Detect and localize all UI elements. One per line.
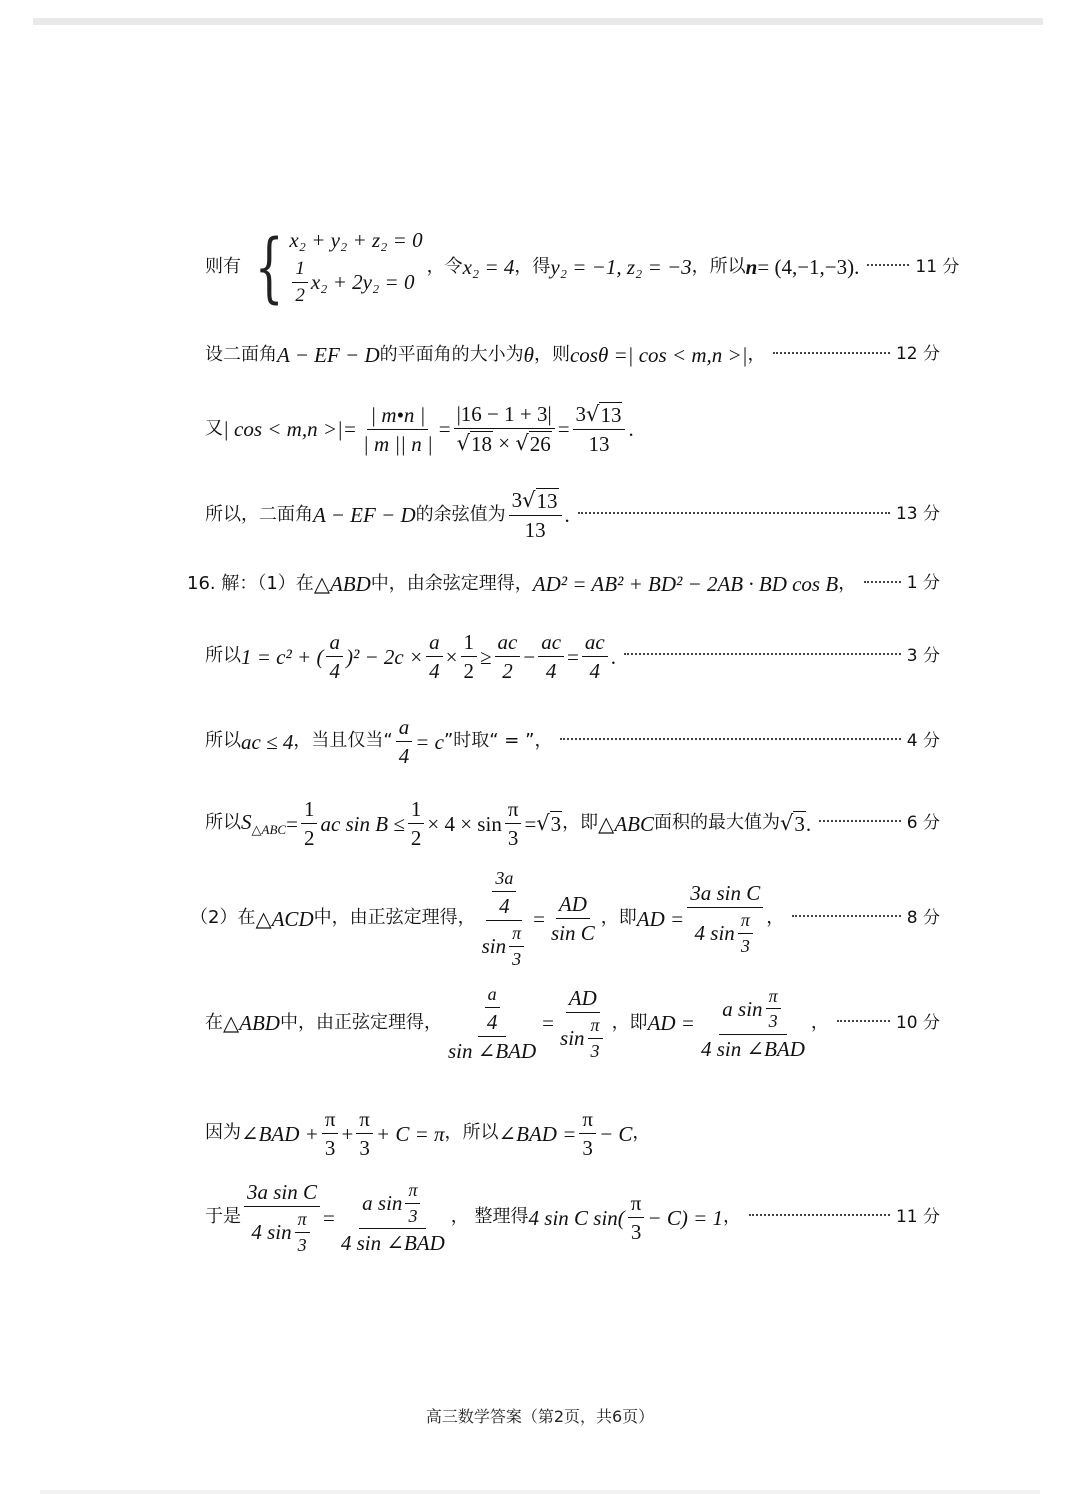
score-label: 12 分 <box>895 344 940 365</box>
text: 面积的最大值为 <box>653 812 780 834</box>
text: 又 <box>205 417 223 439</box>
text: ，所以 <box>444 1122 499 1144</box>
text: ，所以 <box>691 256 746 278</box>
answer-line-10: 在 △ABD 中，由正弦定理得， $\frac{\frac{a}{4}}{\text{sin ∠BAD}}$ = AD sin $\frac{\pi}{3}$ ，即 AD = a sin $\frac{\pi}{3}$ 4 sin ∠BAD ， 10 分 <box>205 984 940 1063</box>
text: ，即 <box>600 907 637 929</box>
answer-line-6: 所以 $S_{\triangle ABC}$ = $\frac{1}{2}$ ac sin B ≤ $\frac{1}{2}$ × 4 × sin $\frac{\pi}{3}$ = √ 3 ，即 △ABC 面积的最大值为 √ 3 . 6 分 <box>205 797 940 851</box>
leader-dots <box>819 820 901 822</box>
leader-dots <box>792 915 901 917</box>
system-row-1: x₂ + y₂ + z₂ = 0 <box>289 228 423 252</box>
fraction: 3a sin C 4 sin $\frac{\pi}{3}$ <box>244 1180 320 1256</box>
math: θ <box>523 343 534 367</box>
math: x₂ = 4 <box>462 255 515 280</box>
text: 所以 <box>205 730 241 752</box>
text: 中，由正弦定理得， <box>279 1012 442 1034</box>
text: ， <box>747 343 766 365</box>
vector-n: n <box>745 255 758 280</box>
text: 所以 <box>205 812 241 834</box>
score-label: 11 分 <box>895 1206 940 1227</box>
math: | cos < m,n >|= <box>223 417 357 442</box>
math: A − EF − D <box>277 343 380 367</box>
answer-line-11 <box>205 222 960 312</box>
score-label: 10 分 <box>895 1012 940 1033</box>
text: 设二面角 <box>205 343 277 365</box>
fraction: $\frac{ac}{4}$ <box>538 630 564 683</box>
text: 所以，二面角 <box>205 503 313 525</box>
score-label: 6 分 <box>906 812 940 833</box>
fraction: $\frac{AD}{\text{sin C}}$ <box>551 891 595 946</box>
answer-line-13: 所以，二面角 A − EF − D 的余弦值为 3 √ 13 13 . 13 分 <box>205 488 940 543</box>
system-row-2: $\frac{1}{2}$ x₂ + 2y₂ = 0 <box>289 258 422 307</box>
fraction: 3 √ 13 13 <box>573 402 626 456</box>
fraction: $\frac{\pi}{3}$ <box>579 1107 596 1160</box>
fraction: $\frac{ac}{4}$ <box>582 630 608 683</box>
text: ，即 <box>611 1012 648 1034</box>
text: 的平面角的大小为 <box>379 343 524 365</box>
math: AD² = AB² + BD² − 2AB · BD cos B <box>532 572 839 596</box>
answer-line-cos-value: 又 | cos < m,n >|= $\frac{| m•n |}{| m || n |}$ = |16 − 1 + 3| √ 18 × √ 26 = 3 √ 13 13 . <box>205 402 634 457</box>
text: 的余弦值为 <box>415 503 506 525</box>
text: 则有 <box>205 256 241 278</box>
fraction: $\frac{| m•n |}{| m || n |}$ <box>362 402 433 456</box>
leader-dots <box>867 264 909 266</box>
math: y₂ = −1, z₂ = −3 <box>550 255 692 280</box>
fraction: $\frac{a}{4}$ <box>396 715 413 768</box>
fraction: $\frac{1}{2}$ <box>408 797 425 850</box>
text: ，则 <box>533 343 570 365</box>
fraction: $\frac{1}{2}$ <box>301 797 318 850</box>
leader-dots <box>864 581 901 583</box>
text: ，当且仅当“ <box>293 730 393 752</box>
fraction: a sin $\frac{\pi}{3}$ 4 sin ∠BAD <box>700 985 805 1062</box>
math: ac ≤ 4 <box>241 729 294 754</box>
math: cosθ =| cos < m,n >| <box>569 343 748 367</box>
left-brace: { <box>254 222 284 312</box>
fraction: |16 − 1 + 3| √ 18 × √ 26 <box>454 402 555 456</box>
equation-system <box>245 222 423 312</box>
fraction: $\frac{\pi}{3}$ <box>356 1107 373 1160</box>
page-footer: 高三数学答案（第2页，共6页） <box>425 1407 655 1426</box>
leader-dots <box>578 512 890 514</box>
answer-line-11b: 于是 3a sin C 4 sin $\frac{\pi}{3}$ = a sin $\frac{\pi}{3}$ 4 sin ∠BAD ， 整理得 4 sin C sin( $\frac{\pi}{3}$ − C) = 1 ， 11 分 <box>205 1180 940 1256</box>
answer-line-16-1 <box>187 572 940 596</box>
leader-dots <box>560 738 900 740</box>
score-label: 13 分 <box>895 504 940 525</box>
text: 因为 <box>205 1122 241 1144</box>
fraction: AD sin $\frac{\pi}{3}$ <box>557 986 609 1062</box>
text: ， <box>838 572 857 594</box>
score-label: 4 分 <box>906 730 940 751</box>
text: 所以 <box>205 645 241 667</box>
fraction: $\frac{a}{4}$ <box>326 630 343 683</box>
bottom-scan-border <box>40 1490 1040 1494</box>
text: 中，由正弦定理得， <box>313 907 476 929</box>
text: ，得 <box>514 256 551 278</box>
text: 中，由余弦定理得， <box>370 572 533 594</box>
text: ”时取“ = ”， <box>443 730 553 752</box>
text: 于是 <box>205 1206 241 1228</box>
score-label: 11 分 <box>915 256 960 277</box>
fraction: $\frac{ac}{2}$ <box>495 630 521 683</box>
answer-line-angle-sum: 因为 ∠BAD + $\frac{\pi}{3}$ + $\frac{\pi}{3}$ + C = π ，所以 ∠BAD = $\frac{\pi}{3}$ − C ， <box>205 1107 651 1161</box>
leader-dots <box>773 352 889 354</box>
score-label: 3 分 <box>906 645 940 666</box>
answer-line-12 <box>205 343 940 367</box>
answer-line-3: 所以 1 = c² + ( $\frac{a}{4}$ )² − 2c × $\frac{a}{4}$ × $\frac{1}{2}$ ≥ $\frac{ac}{2}$ − $\frac{ac}{4}$ = $\frac{ac}{4}$ . 3 分 <box>205 630 940 684</box>
fraction: 3a sin C 4 sin $\frac{\pi}{3}$ <box>687 881 763 957</box>
answer-line-8: （2）在 △ACD 中，由正弦定理得， $\frac{3a}{4}$ sin $\frac{\pi}{3}$ = $\frac{AD}{\text{sin C}}$ ，即 AD = 3a sin C 4 sin $\frac{\pi}{3}$ ， 8 分 <box>190 868 940 969</box>
fraction: $\frac{a}{4}$ <box>426 630 443 683</box>
text: ，即 <box>562 812 599 834</box>
fraction: $\frac{\pi}{3}$ <box>322 1107 339 1160</box>
fraction: $\frac{\pi}{3}$ <box>505 797 522 850</box>
fraction: $\frac{1}{2}$ <box>461 630 478 683</box>
leader-dots <box>837 1020 890 1022</box>
fraction: $\frac{\pi}{3}$ <box>628 1191 645 1244</box>
question-label: （2）在 <box>190 907 256 929</box>
fraction: 3 √ 13 13 <box>509 488 562 542</box>
compound-fraction: $\frac{3a}{4}$ sin $\frac{\pi}{3}$ <box>479 868 531 969</box>
compound-fraction: $\frac{\frac{a}{4}}{\text{sin ∠BAD}}$ <box>447 984 537 1063</box>
score-label: 8 分 <box>906 907 940 928</box>
leader-dots <box>749 1214 890 1216</box>
math: △ABD <box>313 572 371 596</box>
text: ， 整理得 <box>450 1206 529 1228</box>
top-scan-border <box>33 18 1043 25</box>
math: A − EF − D <box>313 503 416 528</box>
math: = (4,−1,−3). <box>757 255 860 280</box>
text: ，令 <box>426 256 463 278</box>
leader-dots <box>624 653 901 655</box>
question-label: 16. 解：（1）在 <box>187 572 314 594</box>
answer-line-4: 所以 ac ≤ 4 ，当且仅当“ $\frac{a}{4}$ = c ”时取“ = ”， 4 分 <box>205 715 940 769</box>
fraction: $\frac{1}{2}$ <box>292 258 308 307</box>
text: 在 <box>205 1012 223 1034</box>
score-label: 1 分 <box>906 573 940 594</box>
fraction: a sin $\frac{\pi}{3}$ 4 sin ∠BAD <box>340 1180 445 1256</box>
